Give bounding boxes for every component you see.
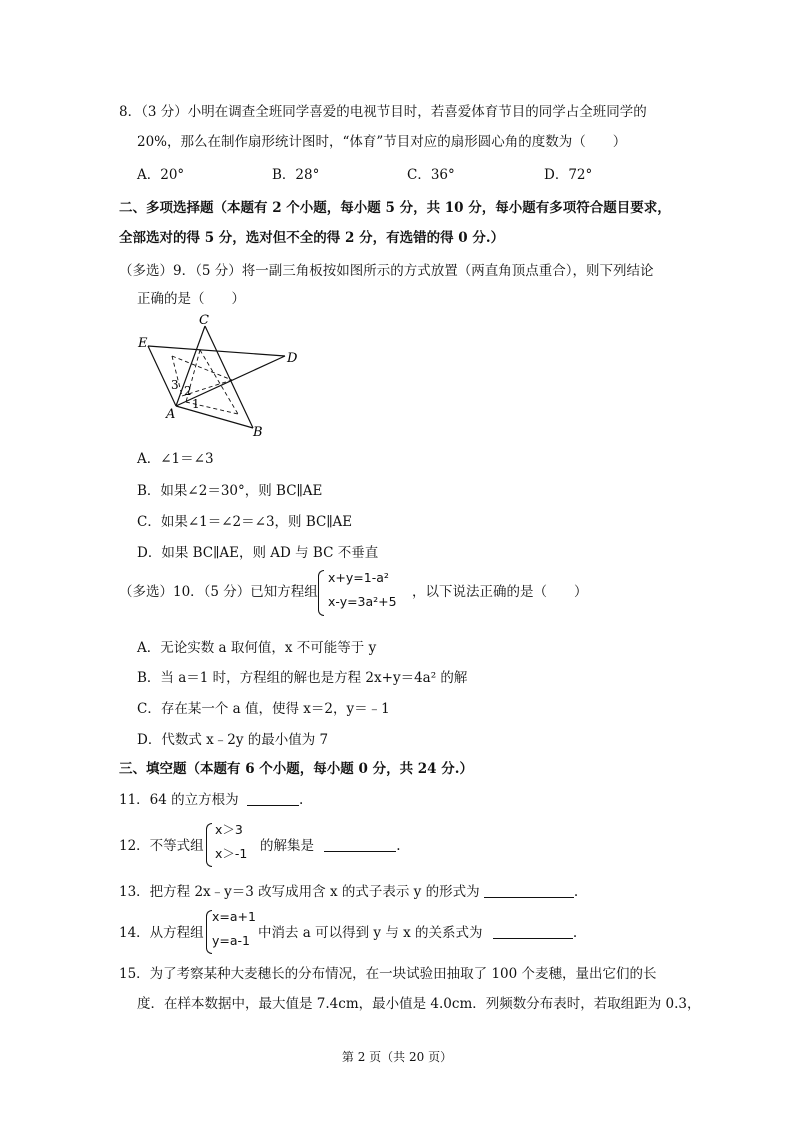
- q11-text: 11．64 的立方根为: [119, 792, 239, 808]
- angle-label-1: 1: [192, 397, 200, 411]
- q10-system-brace: [318, 570, 324, 616]
- segment-ea: [148, 346, 176, 406]
- q15-stem-line2: 度．在样本数据中，最大值是 7.4cm，最小值是 4.0cm．列频数分布表时，若取组距为 0.3，: [137, 996, 701, 1012]
- q10-equation-2: x-y=3a²+5: [328, 594, 397, 609]
- q14-end: .: [572, 925, 578, 941]
- q8-option-b: B．28°: [272, 167, 320, 183]
- q8-stem-line2: 20%，那么在制作扇形统计图时，“体育”节目对应的扇形圆心角的度数为（ ）: [137, 134, 627, 150]
- segment-ab: [176, 406, 253, 428]
- q12-answer-blank[interactable]: [324, 837, 396, 852]
- q8-option-d: D．72°: [544, 167, 593, 183]
- q8-option-a: A．20°: [137, 167, 185, 183]
- q11-end: .: [298, 792, 304, 808]
- label-e: E: [138, 336, 148, 351]
- angle-label-3: 3: [171, 378, 179, 392]
- q8-option-c: C．36°: [407, 167, 455, 183]
- q9-option-b: B．如果∠2＝30°，则 BC∥AE: [137, 483, 323, 499]
- segment-cb: [205, 326, 253, 428]
- label-b: B: [253, 425, 263, 440]
- q10-option-d: D．代数式 x﹣2y 的最小值为 7: [137, 732, 329, 748]
- q13-end: .: [573, 884, 579, 900]
- q14-equation-2: y=a-1: [212, 933, 250, 948]
- q12-suffix-line: [260, 837, 401, 855]
- section3-heading: 三、填空题（本题有 6 个小题，每小题 0 分，共 24 分.）: [119, 761, 473, 777]
- q13-answer-blank[interactable]: [484, 883, 574, 898]
- q10-stem-suffix: ，以下说法正确的是（ ）: [412, 584, 588, 600]
- q9-option-a: A．∠1＝∠3: [137, 451, 214, 467]
- triangle-figure: [130, 310, 310, 440]
- q10-equation-1: x+y=1-a²: [328, 570, 389, 585]
- q11-line: [119, 791, 303, 809]
- label-d: D: [287, 351, 298, 366]
- section2-heading-line1: 二、多项选择题（本题有 2 个小题，每小题 5 分，共 10 分，每小题有多项符合题目要求，: [119, 200, 671, 216]
- q10-option-a: A．无论实数 a 取何值，x 不可能等于 y: [137, 640, 377, 656]
- q12-suffix: 的解集是: [260, 838, 314, 854]
- q12-inequality-2: x＞-1: [215, 846, 248, 861]
- q11-answer-blank[interactable]: [247, 791, 299, 806]
- q13-text: 13．把方程 2x﹣y＝3 改写成用含 x 的式子表示 y 的形式为: [119, 884, 480, 900]
- q14-suffix: 中消去 a 可以得到 y 与 x 的关系式为: [258, 925, 483, 941]
- q12-prefix: 12．不等式组: [119, 838, 204, 854]
- dashed-line-5: [200, 350, 238, 414]
- q10-stem-prefix: （多选）10．（5 分）已知方程组: [119, 584, 318, 600]
- label-c: C: [199, 313, 209, 328]
- q9-option-d: D．如果 BC∥AE，则 AD 与 BC 不垂直: [137, 545, 379, 561]
- q10-option-c: C．存在某一个 a 值，使得 x＝2，y＝﹣1: [137, 701, 390, 717]
- page-footer: 第 2 页（共 20 页）: [341, 1050, 453, 1064]
- q9-option-c: C．如果∠1＝∠2＝∠3，则 BC∥AE: [137, 514, 353, 530]
- q10-option-b: B．当 a＝1 时，方程组的解也是方程 2x+y＝4a² 的解: [137, 670, 468, 686]
- section2-heading-line2: 全部选对的得 5 分，选对但不全的得 2 分，有选错的得 0 分.）: [119, 230, 505, 246]
- q9-stem-line2: 正确的是（ ）: [137, 291, 245, 307]
- angle-label-2: 2: [184, 384, 192, 398]
- q14-answer-blank[interactable]: [493, 924, 573, 939]
- segment-ed: [148, 346, 285, 356]
- q8-stem-line1: 8．（3 分）小明在调查全班同学喜爱的电视节目时，若喜爱体育节目的同学占全班同学的: [119, 104, 647, 120]
- q15-stem-line1: 15．为了考察某种大麦穗长的分布情况，在一块试验田抽取了 100 个麦穗，量出它们的长: [119, 966, 657, 982]
- q14-suffix-line: [258, 924, 577, 942]
- label-a: A: [166, 407, 176, 422]
- q13-line: [119, 883, 578, 901]
- q9-stem-line1: （多选）9．（5 分）将一副三角板按如图所示的方式放置（两直角顶点重合），则下列结论: [119, 263, 654, 279]
- q14-prefix: 14．从方程组: [119, 925, 204, 941]
- q14-equation-1: x=a+1: [212, 909, 256, 924]
- q12-end: .: [396, 838, 401, 854]
- dashed-line-1: [172, 356, 232, 380]
- q12-inequality-1: x＞3: [215, 822, 243, 837]
- q12-system-brace: [206, 823, 212, 867]
